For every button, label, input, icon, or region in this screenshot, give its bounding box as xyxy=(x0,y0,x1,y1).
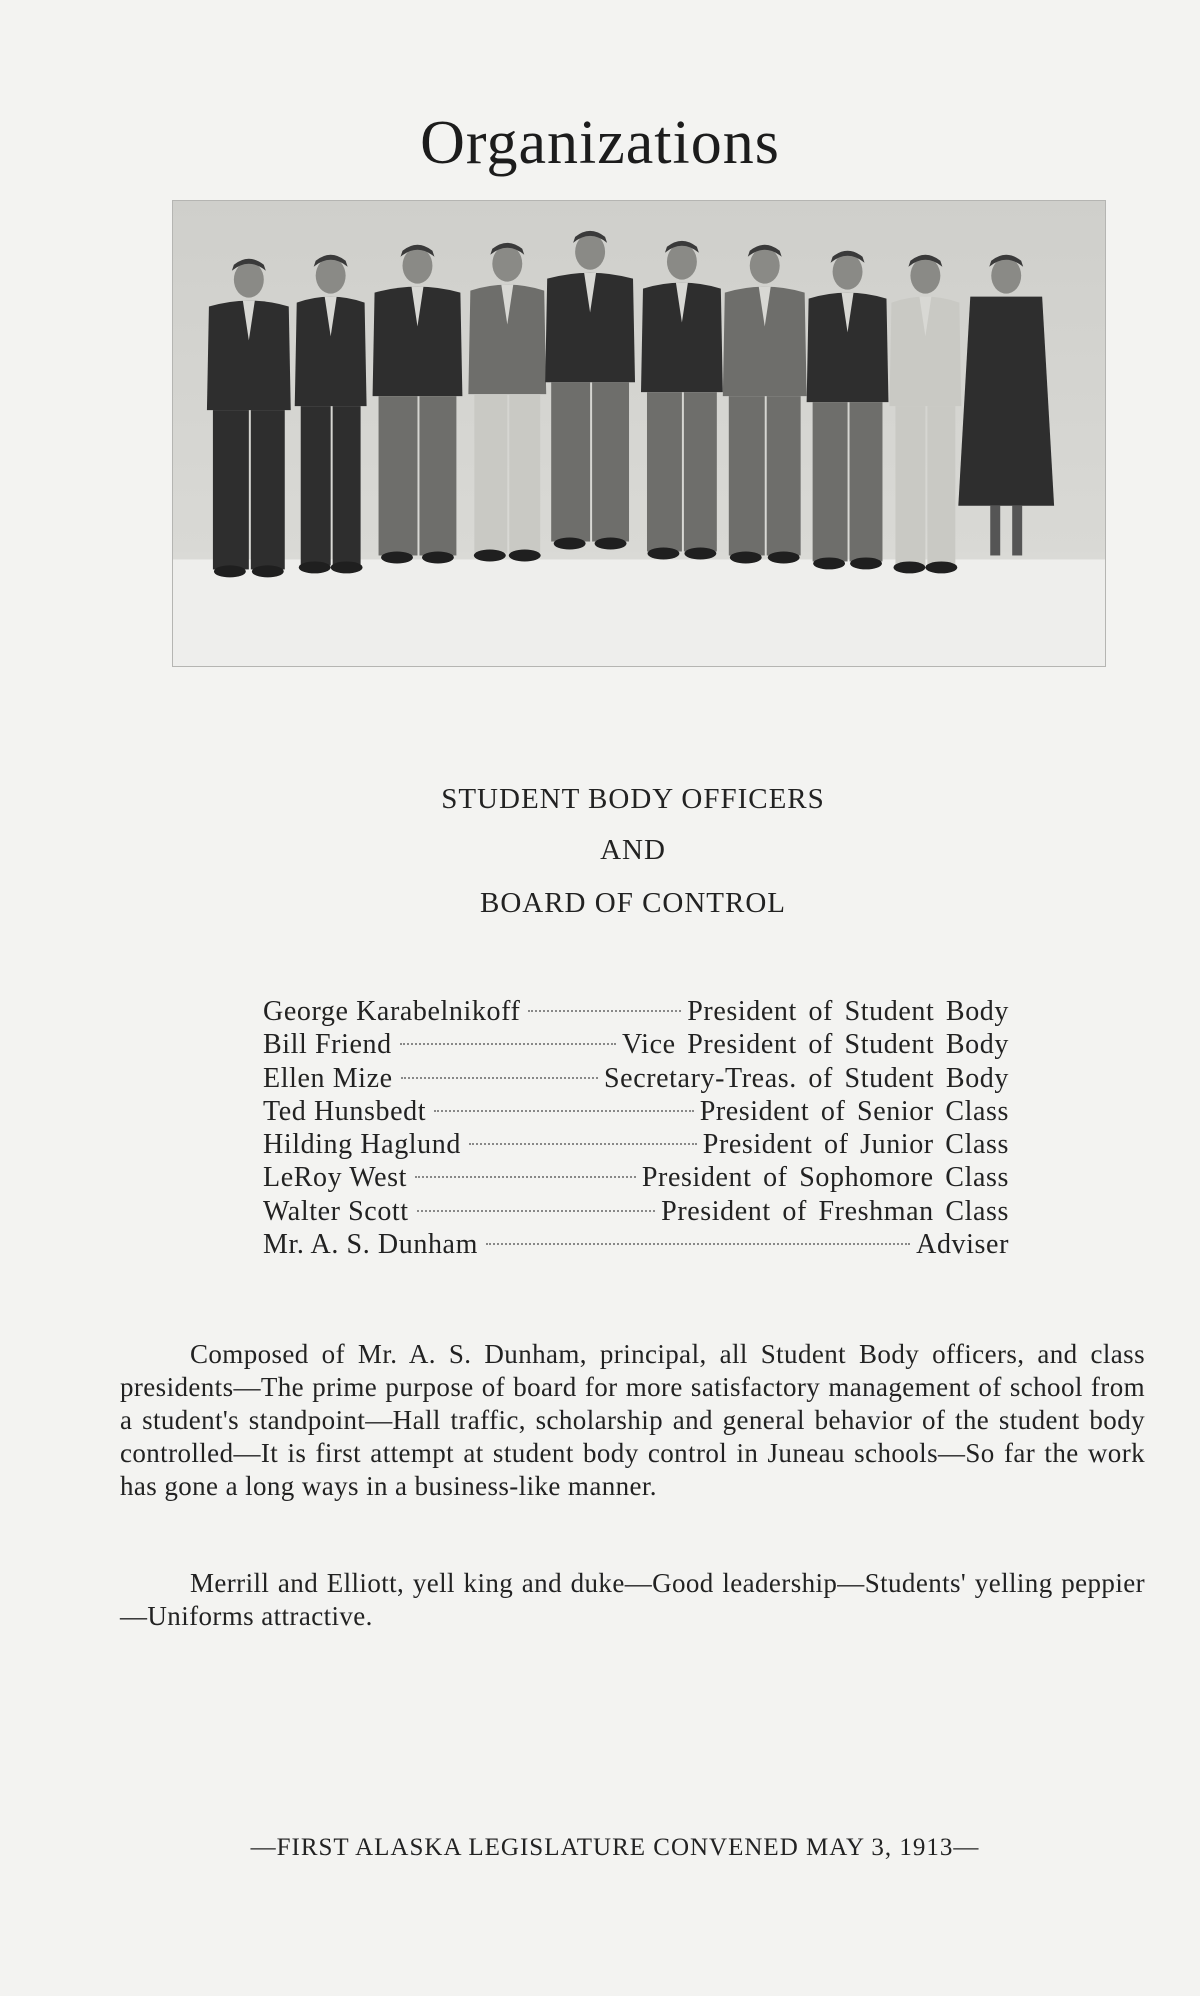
officer-title: Adviser xyxy=(916,1229,1009,1261)
officer-name: Hilding Haglund xyxy=(263,1129,461,1161)
leader-dots xyxy=(486,1243,910,1245)
officer-row xyxy=(263,996,1009,1029)
person-figure xyxy=(889,255,961,574)
officer-name: LeRoy West xyxy=(263,1162,407,1194)
officer-title: President of Senior Class xyxy=(699,1095,1009,1127)
person-figure xyxy=(373,245,463,564)
officer-row xyxy=(263,1162,1009,1195)
yell-leaders-text: Merrill and Elliott, yell king and duke—Good leadership—Students' yelling peppier—Uniforms attractive. xyxy=(120,1568,1145,1631)
group-photo xyxy=(172,200,1106,667)
page-footer: —FIRST ALASKA LEGISLATURE CONVENED MAY 3, 1913— xyxy=(250,1834,980,1861)
officer-row xyxy=(263,1063,1009,1096)
officer-title: President of Sophomore Class xyxy=(641,1162,1009,1194)
person-figure xyxy=(807,251,889,570)
officer-title: Vice President of Student Body xyxy=(622,1029,1009,1061)
description-paragraph xyxy=(120,1338,1145,1503)
leader-dots xyxy=(400,1043,616,1045)
officer-row xyxy=(263,1029,1009,1062)
person-figure xyxy=(207,259,291,578)
officer-row xyxy=(263,1229,1009,1262)
officer-title: President of Student Body xyxy=(687,996,1009,1027)
leader-dots xyxy=(415,1176,636,1178)
person-figure xyxy=(468,243,546,562)
person-figure xyxy=(545,231,635,550)
officer-name: Ellen Mize xyxy=(263,1062,393,1094)
officer-row xyxy=(263,1129,1009,1162)
section-heading-line-1: STUDENT BODY OFFICERS xyxy=(441,783,825,815)
officer-title: President of Junior Class xyxy=(702,1129,1009,1161)
section-heading-line-2: AND xyxy=(600,834,666,866)
leader-dots xyxy=(469,1143,697,1145)
leader-dots xyxy=(417,1210,655,1212)
officers-list xyxy=(263,996,1009,1262)
officer-name: Ted Hunsbedt xyxy=(263,1095,427,1127)
officer-row xyxy=(263,1096,1009,1129)
officer-name: Bill Friend xyxy=(263,1029,392,1061)
page-title: Organizations xyxy=(420,109,780,177)
description-text: Composed of Mr. A. S. Dunham, principal, all Student Body officers, and class presidents—The prime purpose of board for more satisfactory management of school from a student's standpoint—Hall traffic, scholarship and general behavior of the student body controlled—It is first attempt at student body control in Juneau schools—So far the work has gone a long ways in a business-like manner. xyxy=(120,1339,1145,1501)
officer-name: George Karabelnikoff xyxy=(263,996,521,1027)
officer-row xyxy=(263,1196,1009,1229)
officer-name: Walter Scott xyxy=(263,1195,409,1227)
officer-title: Secretary-Treas. of Student Body xyxy=(604,1062,1009,1094)
officer-name: Mr. A. S. Dunham xyxy=(263,1229,478,1261)
section-heading-line-3: BOARD OF CONTROL xyxy=(479,887,787,919)
leader-dots xyxy=(401,1077,598,1079)
officer-title: President of Freshman Class xyxy=(661,1195,1009,1227)
leader-dots xyxy=(434,1110,694,1112)
leader-dots xyxy=(528,1010,681,1012)
yell-leaders-paragraph xyxy=(120,1567,1145,1633)
group-photo-icon xyxy=(173,201,1105,666)
